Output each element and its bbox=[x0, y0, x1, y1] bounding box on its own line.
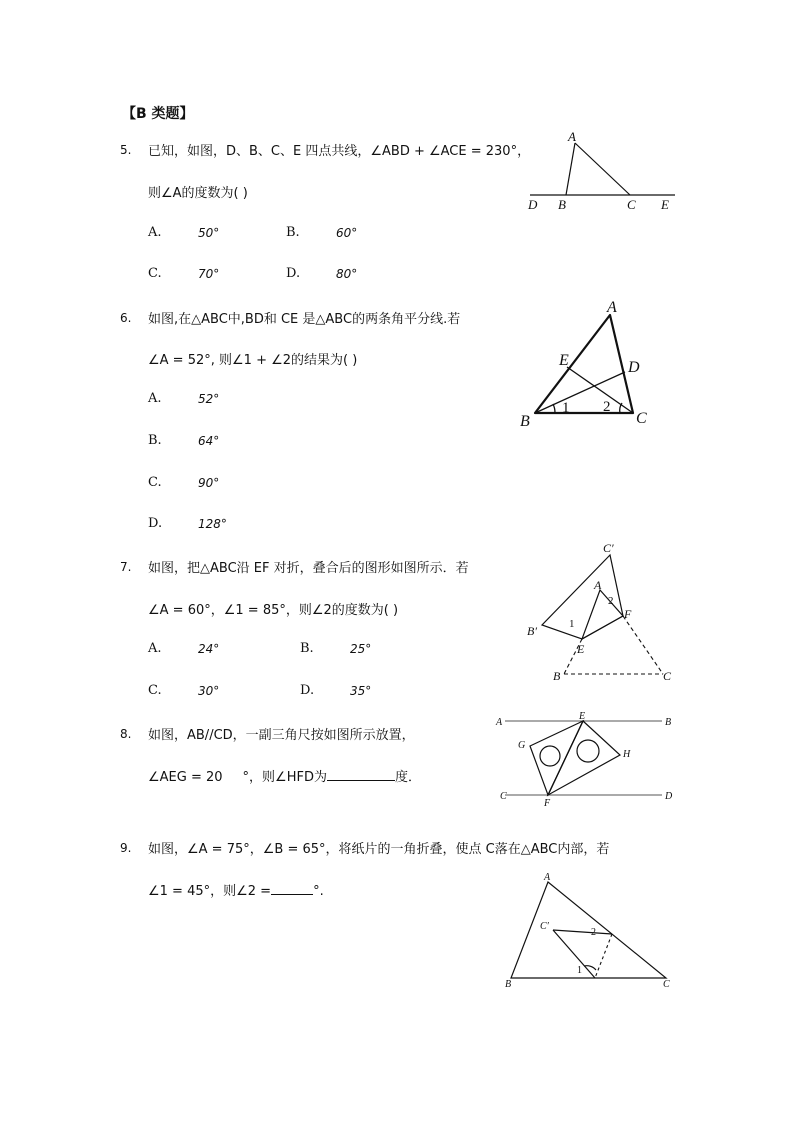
label-a: A bbox=[544, 872, 551, 883]
label-angle-1: 1 bbox=[577, 965, 582, 976]
answer-blank[interactable] bbox=[271, 882, 313, 895]
label-b: B bbox=[558, 197, 566, 212]
label-a: A bbox=[496, 717, 503, 728]
label-b: B bbox=[665, 717, 672, 728]
question-text-line: 如图，AB//CD，一副三角尺按如图所示放置， bbox=[148, 728, 415, 743]
fold-edge-2 bbox=[553, 930, 612, 934]
option-letter: B. bbox=[300, 641, 314, 656]
question-text: °，则∠HFD为 bbox=[242, 770, 327, 785]
section-title: 【B 类题】 bbox=[122, 106, 194, 122]
figure-q9 bbox=[500, 870, 680, 995]
option-letter: A. bbox=[148, 391, 162, 406]
label-g: G bbox=[518, 740, 526, 751]
label-f: F bbox=[624, 607, 632, 621]
question-text-line: ∠A = 60°，∠1 = 85°，则∠2的度数为( ) bbox=[148, 603, 399, 618]
option-letter: D. bbox=[286, 266, 301, 281]
question-number: 5. bbox=[120, 143, 132, 157]
label-e: E bbox=[559, 352, 569, 369]
triangle-abc bbox=[535, 315, 633, 413]
question-number: 7. bbox=[120, 560, 132, 574]
shared-edge-ef bbox=[548, 721, 583, 795]
answer-blank[interactable] bbox=[327, 768, 395, 781]
question-text-line: 如图，把△ABC沿 EF 对折，叠合后的图形如图所示．若 bbox=[148, 561, 469, 576]
triangle-abc bbox=[511, 882, 666, 978]
label-d: D bbox=[628, 359, 640, 376]
option-value: 35° bbox=[350, 684, 372, 698]
option-value: 52° bbox=[198, 392, 220, 406]
ruler-hole-right bbox=[577, 740, 599, 762]
segment-ac bbox=[575, 143, 630, 195]
label-d: D bbox=[665, 791, 673, 802]
figure-q7 bbox=[520, 537, 680, 687]
label-c: C bbox=[500, 791, 507, 802]
label-c: C bbox=[636, 410, 647, 427]
option-value: 30° bbox=[198, 684, 220, 698]
option-value: 24° bbox=[198, 642, 220, 656]
ruler-hole-left bbox=[540, 746, 560, 766]
option-letter: D. bbox=[300, 683, 315, 698]
option-letter: C. bbox=[148, 475, 162, 490]
segment-ab bbox=[566, 143, 575, 195]
label-b: B bbox=[553, 669, 561, 683]
option-letter: B. bbox=[148, 433, 162, 448]
question-text-line: 已知，如图，D、B、C、E 四点共线，∠ABD + ∠ACE = 230°， bbox=[148, 144, 531, 159]
label-b: B bbox=[505, 979, 512, 990]
label-c-prime: C′ bbox=[540, 921, 549, 932]
question-text-line: ∠A = 52°, 则∠1 + ∠2的结果为( ) bbox=[148, 353, 358, 368]
label-angle-2: 2 bbox=[608, 595, 614, 607]
label-b: B bbox=[520, 413, 530, 430]
option-value: 60° bbox=[336, 226, 358, 240]
label-e: E bbox=[577, 642, 585, 656]
fold-edge-1 bbox=[553, 930, 595, 978]
figure-q8 bbox=[490, 710, 680, 810]
label-c: C bbox=[663, 669, 672, 683]
question-text-line bbox=[148, 880, 324, 899]
label-e: E bbox=[661, 197, 669, 212]
given-angle: ∠AEG = 20 bbox=[148, 770, 223, 785]
label-d: D bbox=[528, 197, 538, 212]
label-e: E bbox=[579, 711, 586, 722]
option-value: 64° bbox=[198, 434, 220, 448]
question-text-line: 则∠A的度数为( ) bbox=[148, 186, 248, 201]
dashed-fold-line bbox=[595, 934, 612, 978]
label-a: A bbox=[594, 578, 602, 592]
option-letter: A. bbox=[148, 225, 162, 240]
triangle-ruler-left bbox=[530, 721, 583, 795]
option-letter: C. bbox=[148, 683, 162, 698]
label-c: C bbox=[663, 979, 670, 990]
figure-q6 bbox=[515, 295, 660, 435]
option-value: 50° bbox=[198, 226, 220, 240]
option-letter: B. bbox=[286, 225, 300, 240]
option-letter: A. bbox=[148, 641, 162, 656]
option-value: 128° bbox=[198, 517, 227, 531]
label-a: A bbox=[568, 129, 576, 144]
label-b-prime: B′ bbox=[527, 624, 537, 638]
angle-1-arc bbox=[553, 404, 555, 413]
option-value: 80° bbox=[336, 267, 358, 281]
question-number: 6. bbox=[120, 311, 132, 325]
triangle-aef bbox=[582, 590, 623, 639]
label-h: H bbox=[623, 749, 631, 760]
unit-text: °. bbox=[313, 884, 324, 899]
option-letter: C. bbox=[148, 266, 162, 281]
question-text-line: 如图，∠A = 75°，∠B = 65°，将纸片的一角折叠，使点 C落在△ABC内部，若 bbox=[148, 842, 610, 857]
label-f: F bbox=[544, 798, 551, 809]
option-value: 90° bbox=[198, 476, 220, 490]
label-angle-2: 2 bbox=[591, 927, 596, 938]
question-text-line bbox=[148, 766, 421, 785]
question-number: 8. bbox=[120, 727, 132, 741]
label-c: C bbox=[627, 197, 636, 212]
option-value: 25° bbox=[350, 642, 372, 656]
option-value: 70° bbox=[198, 267, 220, 281]
bisector-bd bbox=[535, 372, 625, 413]
figure-q5 bbox=[520, 125, 680, 215]
question-text-line: 如图,在△ABC中,BD和 CE 是△ABC的两条角平分线.若 bbox=[148, 312, 461, 327]
question-number: 9. bbox=[120, 841, 132, 855]
label-angle-1: 1 bbox=[569, 618, 575, 630]
dashed-fc bbox=[623, 616, 663, 674]
label-angle-2: 2 bbox=[603, 399, 611, 415]
label-angle-1: 1 bbox=[562, 400, 570, 416]
label-c-prime: C′ bbox=[603, 541, 614, 555]
option-letter: D. bbox=[148, 516, 163, 531]
question-text: ∠1 = 45°，则∠2 = bbox=[148, 884, 272, 899]
label-a: A bbox=[607, 299, 617, 316]
unit-text: 度． bbox=[394, 770, 421, 785]
